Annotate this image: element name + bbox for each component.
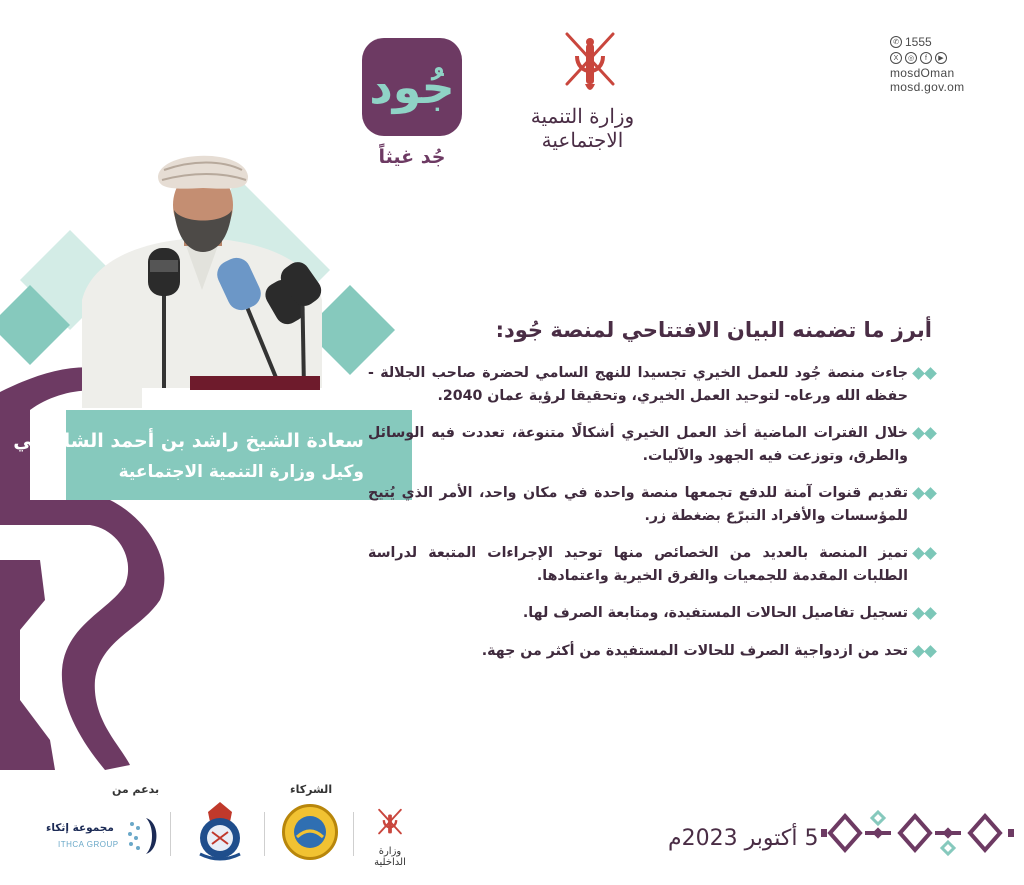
list-item [368,422,938,467]
list-item [368,602,938,625]
speaker-photo [72,140,412,408]
point-text: خلال الفترات الماضية أخذ العمل الخيري أشكالًا متنوعة، تعددت فيه الوسائل والطرق، وتوزعت فيه الجهود والآليات. [368,425,908,464]
emblem-icon [285,807,335,857]
speaker-role: وكيل وزارة التنمية الاجتماعية [118,462,364,482]
x-icon[interactable]: X [890,52,902,64]
civil-defence-logo [282,804,338,860]
event-date: 5 أكتوبر 2023م [668,826,819,851]
jood-logo [362,38,462,136]
phone-icon: ✆ [890,36,902,48]
phone-row [890,34,990,50]
social-icons [890,50,990,66]
support-label: بدعم من [112,783,160,796]
ithca-mark-icon [126,816,160,856]
speaker-name: سعادة الشيخ راشد بن أحمد الشامسي [13,430,364,452]
speaker-caption [13,410,412,500]
royal-oman-police-logo [190,800,250,862]
jood-logo-text: جُود [369,60,455,114]
phone-number: 1555 [905,35,932,49]
diamond-bullet-icon [908,640,938,656]
statement-points [368,362,938,677]
list-item [368,362,938,407]
point-text: تميز المنصة بالعديد من الخصائص منها توحيد الإجراءات المتبعة لدراسة الطلبات المقدمة للجمعيات والفرق الخيرية واعتمادها. [368,545,908,584]
ornament-icon [820,808,1016,858]
website-link[interactable]: mosd.gov.om [890,80,965,94]
moi-label: وزارة الداخلية [374,846,406,868]
diamond-bullet-icon [908,362,938,378]
point-text: تقديم قنوات آمنة للدفع تجمعها منصة واحدة في مكان واحد، الأمر الذي يُتيح للمؤسسات والأفراد التبرّع بضغطة زر. [368,485,908,524]
ithca-english-name: ITHCA GROUP [58,840,119,849]
list-item [368,542,938,587]
diamond-bullet-icon [908,542,938,558]
point-text: تحد من ازدواجية الصرف للحالات المستفيدة من أكثر من جهة. [481,642,908,659]
ministry-name: وزارة التنمية الاجتماعية [530,104,635,152]
ithca-logo [40,814,160,858]
divider [170,812,171,856]
instagram-icon[interactable]: ◎ [905,52,917,64]
list-item [368,482,938,527]
divider [264,812,265,856]
point-text: جاءت منصة جُود للعمل الخيري تجسيدا للنهج السامي لحضرة صاحب الجلالة - حفظه الله ورعاه- لتوحيد العمل الخيري، وتحقيقا لرؤية عمان 2040. [368,365,908,404]
moi-logo [365,806,415,868]
ithca-arabic-name: مجموعة إثكاء [46,822,114,834]
divider [353,812,354,856]
social-handle[interactable]: mosdOman [890,66,955,80]
contact-info [890,34,990,94]
diamond-bullet-icon [908,602,938,618]
oman-emblem-icon [372,806,408,840]
partners-label: الشركاء [290,783,333,796]
facebook-icon[interactable]: f [920,52,932,64]
oman-emblem-icon [555,26,625,98]
youtube-icon[interactable]: ▶ [935,52,947,64]
jood-slogan: جُد غيثاً [378,146,446,168]
list-item [368,640,938,663]
diamond-bullet-icon [908,422,938,438]
statement-title: أبرز ما تضمنه البيان الافتتاحي لمنصة جُود: [495,318,932,342]
diamond-bullet-icon [908,482,938,498]
point-text: تسجيل تفاصيل الحالات المستفيدة، ومتابعة الصرف لها. [522,605,908,621]
